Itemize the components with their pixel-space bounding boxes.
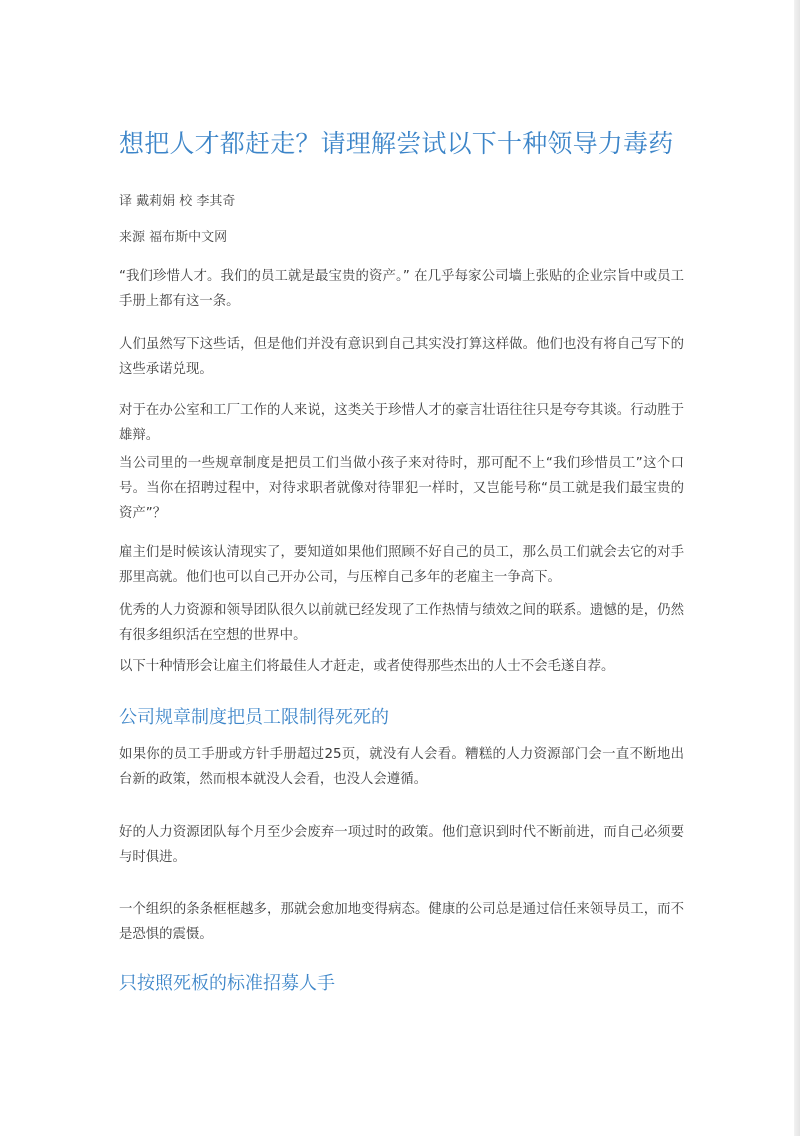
section-heading-1: 公司规章制度把员工限制得死死的 [119,707,389,728]
section-1-paragraph-3: 一个组织的条条框框越多，那就会愈加地变得病态。健康的公司总是通过信任来领导员工，而不是恐惧的震慑。 [119,902,684,942]
section-heading-2: 只按照死板的标准招募人手 [119,973,335,994]
intro-paragraph-4: 当公司里的一些规章制度是把员工们当做小孩子来对待时，那可配不上“我们珍惜员工”这个口号。当你在招聘过程中，对待求职者就像对待罪犯一样时，又岂能号称“员工就是我们最宝贵的资产”？ [119,456,684,521]
intro-paragraph-2: 人们虽然写下这些话，但是他们并没有意识到自己其实没打算这样做。他们也没有将自己写下的这些承诺兑现。 [119,337,684,377]
intro-paragraph-1: “我们珍惜人才。我们的员工就是最宝贵的资产。” 在几乎每家公司墙上张贴的企业宗旨中或员工手册上都有这一条。 [119,269,684,309]
article-title: 想把人才都赶走？请理解尝试以下十种领导力毒药 [119,129,674,158]
intro-paragraph-7: 以下十种情形会让雇主们将最佳人才赶走，或者使得那些杰出的人士不会毛遂自荐。 [119,659,615,674]
page-edge [794,0,800,1136]
intro-paragraph-5: 雇主们是时候该认清现实了，要知道如果他们照顾不好自己的员工，那么员工们就会去它的对手那里高就。他们也可以自己开办公司，与压榨自己多年的老雇主一争高下。 [119,545,684,585]
translator-credit: 译 戴莉娟 校 李其奇 [119,194,236,209]
source-credit: 来源 福布斯中文网 [119,230,228,245]
intro-paragraph-6: 优秀的人力资源和领导团队很久以前就已经发现了工作热情与绩效之间的联系。遗憾的是，仍然有很多组织活在空想的世界中。 [119,603,684,643]
section-1-paragraph-1: 如果你的员工手册或方针手册超过25页，就没有人会看。糟糕的人力资源部门会一直不断地出台新的政策，然而根本就没人会看，也没人会遵循。 [119,747,684,787]
section-1-paragraph-2: 好的人力资源团队每个月至少会废弃一项过时的政策。他们意识到时代不断前进，而自己必须要与时俱进。 [119,825,684,865]
intro-paragraph-3: 对于在办公室和工厂工作的人来说，这类关于珍惜人才的豪言壮语往往只是夸夸其谈。行动胜于雄辩。 [119,403,684,443]
